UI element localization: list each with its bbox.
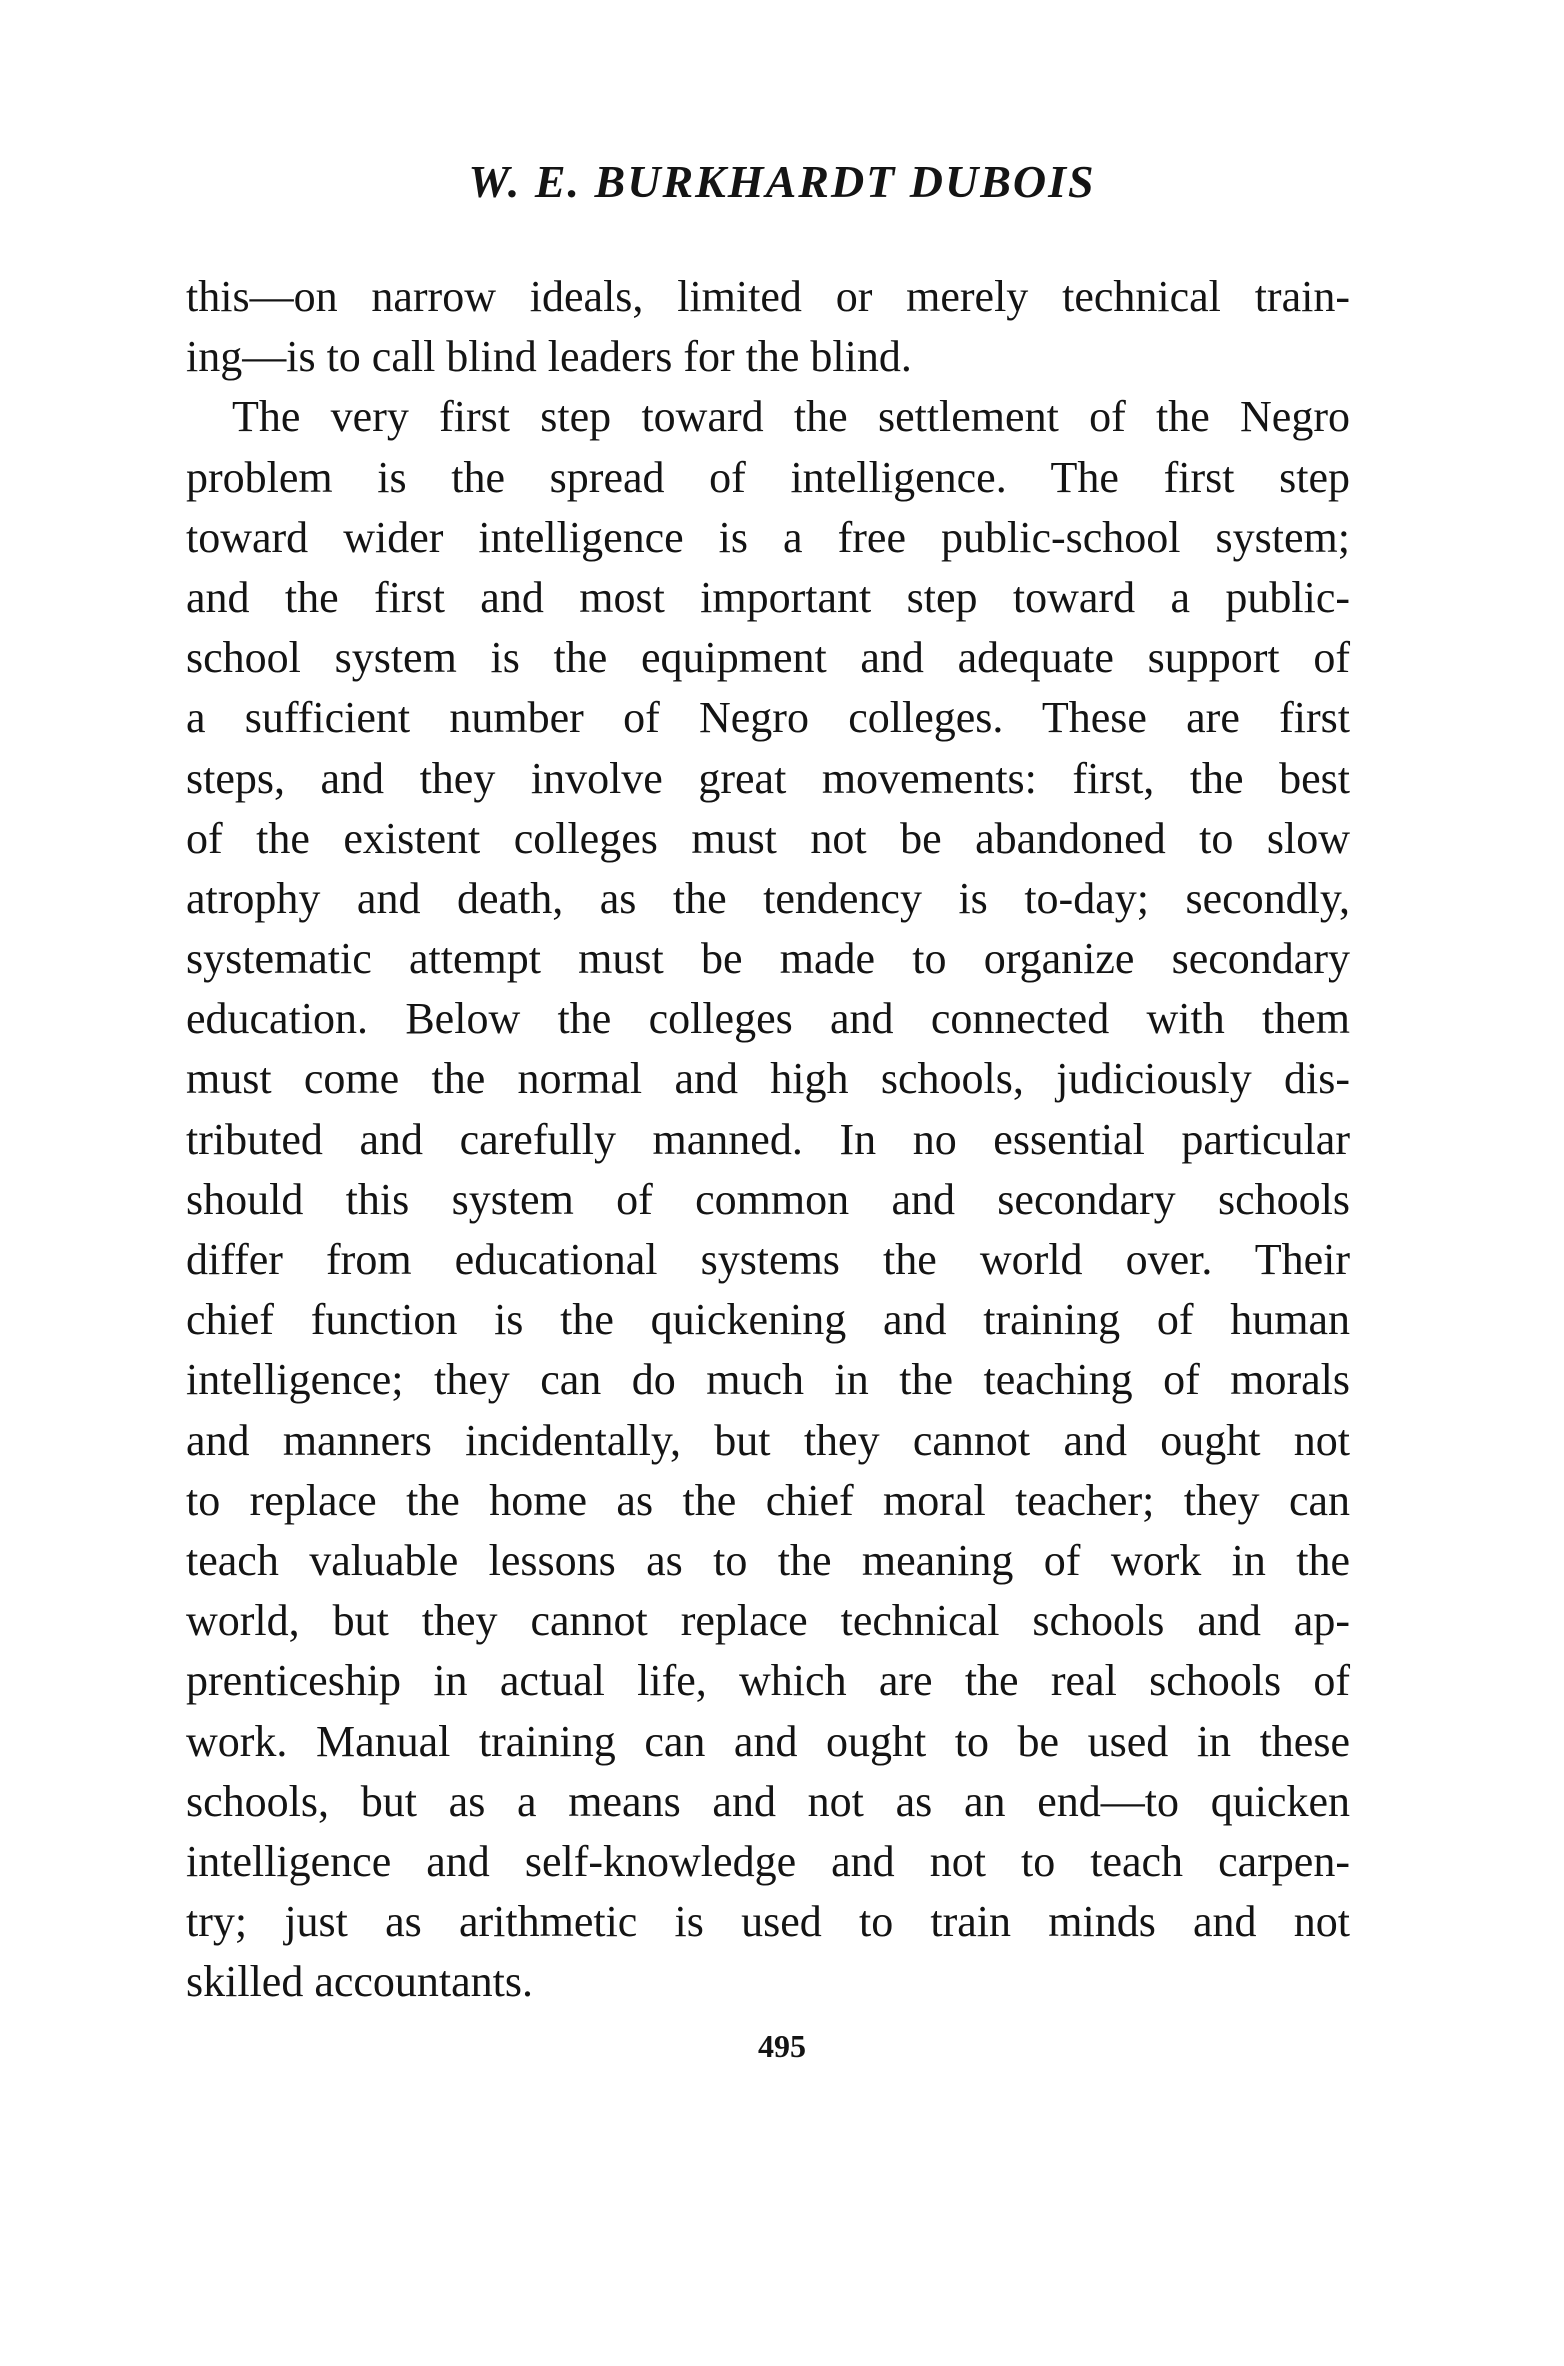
text-line: systematic attempt must be made to organize secondary (186, 934, 1350, 984)
text-line: toward wider intelligence is a free public-school system; (186, 512, 1350, 562)
text-line: schools, but as a means and not as an end—to quicken (186, 1776, 1350, 1826)
text-line: of the existent colleges must not be abandoned to slow (186, 813, 1350, 863)
text-line: world, but they cannot replace technical schools and ap- (186, 1596, 1350, 1646)
text-line: differ from educational systems the world over. Their (186, 1235, 1350, 1284)
text-line: and manners incidentally, but they cannot and ought not (186, 1415, 1350, 1465)
page-number: 495 (758, 2028, 806, 2064)
text-line: school system is the equipment and adequate support of (186, 633, 1350, 683)
paragraph-1 (186, 267, 1350, 387)
text-line: teach valuable lessons as to the meaning of work in the (186, 1535, 1350, 1585)
text-line: work. Manual training can and ought to be used in these (186, 1716, 1350, 1766)
text-line: education. Below the colleges and connected with them (186, 994, 1350, 1044)
text-line: this—on narrow ideals, limited or merely technical train- (186, 272, 1350, 321)
text-line: The very first step toward the settlement of the Negro (232, 392, 1350, 442)
running-head: W. E. BURKHARDT DUBOIS (468, 156, 1096, 207)
text-line: problem is the spread of intelligence. The first step (186, 452, 1350, 502)
text-line: and the first and most important step toward a public- (186, 572, 1350, 622)
text-line: must come the normal and high schools, judiciously dis- (186, 1054, 1350, 1104)
text-line: intelligence; they can do much in the teaching of morals (186, 1355, 1350, 1405)
text-line: tributed and carefully manned. In no essential particular (186, 1114, 1350, 1164)
text-line: steps, and they involve great movements: first, the best (186, 753, 1350, 803)
text-line: ing—is to call blind leaders for the blind. (186, 332, 912, 382)
text-line: atrophy and death, as the tendency is to-day; secondly, (186, 873, 1350, 923)
text-line: skilled accountants. (186, 1957, 534, 2007)
text-line: chief function is the quickening and training of human (186, 1295, 1350, 1345)
text-line: prenticeship in actual life, which are the real schools of (186, 1656, 1350, 1706)
text-line: a sufficient number of Negro colleges. These are first (186, 693, 1350, 743)
body-text (186, 267, 1350, 2012)
paragraph-2 (186, 387, 1350, 2012)
text-line: to replace the home as the chief moral teacher; they can (186, 1475, 1350, 1525)
text-line: intelligence and self-knowledge and not to teach carpen- (186, 1836, 1350, 1886)
text-line: should this system of common and secondary schools (186, 1174, 1350, 1224)
text-line: try; just as arithmetic is used to train minds and not (186, 1897, 1350, 1947)
